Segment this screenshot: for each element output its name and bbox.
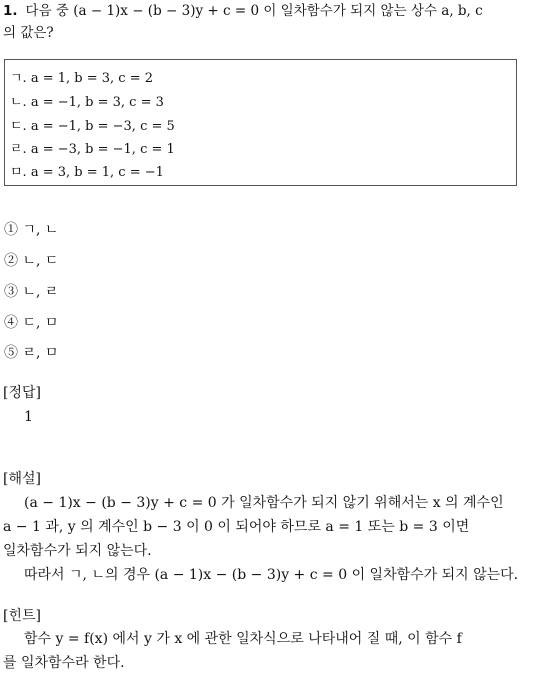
question-line-1 [3,0,533,22]
explanation-line: a − 1 과, y 의 계수인 b − 3 이 0 이 되어야 하므로 a = 1 또는 b = 3 이면 [3,519,470,535]
hint-line: 함수 y = f(x) 에서 y 가 x 에 관한 일차식으로 나타내어 질 때, 이 함수 f [24,631,462,647]
answer-value: 1 [24,409,33,425]
hint-line: 를 일차함수라 한다. [3,655,125,671]
answer-option[interactable]: ③ ㄴ, ㄹ [4,284,59,300]
condition-item: ㅁ. a = 3, b = 1, c = −1 [10,165,164,180]
question-text: 다음 중 (a − 1)x − (b − 3)y + c = 0 이 일차함수가 되지 않는 상수 a, b, c [25,3,483,19]
condition-item: ㄹ. a = −3, b = −1, c = 1 [10,142,175,157]
explanation-line: 따라서 ㄱ, ㄴ의 경우 (a − 1)x − (b − 3)y + c = 0 이 일차함수가 되지 않는다. [24,567,519,583]
explanation-label: [해설] [3,471,41,487]
answer-option[interactable]: ⑤ ㄹ, ㅁ [4,345,59,361]
condition-item: ㄷ. a = −1, b = −3, c = 5 [10,119,175,134]
question-line-2: 의 값은? [3,25,54,41]
condition-item: ㄴ. a = −1, b = 3, c = 3 [10,95,164,110]
explanation-line: (a − 1)x − (b − 3)y + c = 0 가 일차함수가 되지 않기 위해서는 x 의 계수인 [24,495,504,511]
answer-option[interactable]: ② ㄴ, ㄷ [4,253,59,269]
conditions-box [4,59,517,186]
hint-label: [힌트] [3,608,41,624]
answer-option[interactable]: ④ ㄷ, ㅁ [4,315,59,331]
answer-option[interactable]: ① ㄱ, ㄴ [4,222,59,238]
condition-item: ㄱ. a = 1, b = 3, c = 2 [10,71,153,86]
hint-body [3,627,533,675]
question [3,0,533,44]
explanation-line: 일차함수가 되지 않는다. [3,543,152,559]
answer-label: [정답] [3,385,41,401]
explanation-body [3,491,533,587]
question-number: 1. [3,3,18,19]
